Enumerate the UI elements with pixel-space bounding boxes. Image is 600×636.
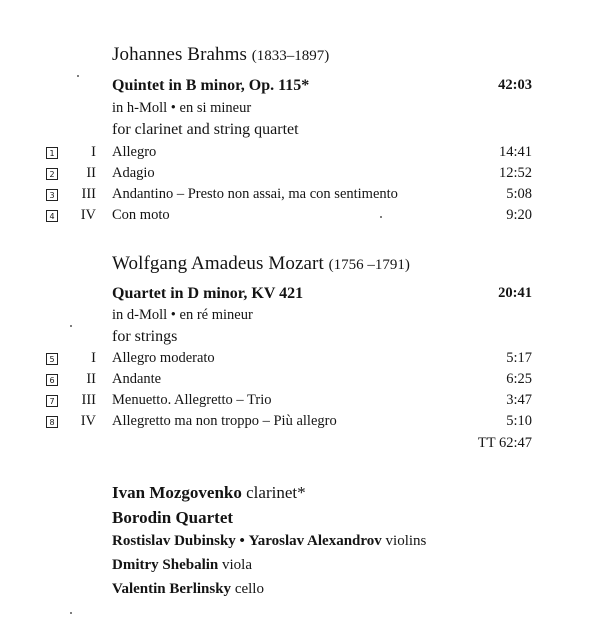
track-number-box: 4: [46, 210, 58, 222]
work-title-brahms: Quintet in B minor, Op. 115*: [112, 77, 310, 94]
composer-name: Wolfgang Amadeus Mozart: [112, 253, 324, 274]
movement-title: Allegro moderato: [112, 350, 215, 366]
movement-title: Andante: [112, 371, 162, 387]
movement-duration: 14:41: [498, 144, 532, 160]
movement-title: Allegro: [112, 144, 157, 160]
track-row: [0, 144, 600, 164]
performer-role: viola: [222, 557, 253, 573]
movement-title: Con moto: [112, 207, 170, 223]
movement-title: Allegretto ma non troppo – Più allegro: [112, 413, 337, 429]
performer-role: clarinet*: [246, 483, 306, 502]
performer-name: Rostislav Dubinsky: [112, 533, 236, 549]
performer-role: cello: [234, 581, 264, 597]
movement-title: Menuetto. Allegretto – Trio: [112, 392, 272, 408]
movement-numeral: II: [86, 165, 96, 181]
separator-bullet: •: [239, 533, 245, 549]
track-number-box: 5: [46, 353, 58, 365]
composer-dates: (1756 –1791): [328, 257, 410, 273]
track-number-box: 6: [46, 374, 58, 386]
scan-speck: [77, 75, 79, 77]
movement-numeral: I: [91, 144, 96, 160]
work-subtitle-brahms: in h-Moll • en si mineur: [112, 100, 252, 116]
movement-duration: 5:17: [506, 350, 532, 366]
track-row: [0, 207, 600, 227]
work-total-brahms: 42:03: [498, 77, 532, 93]
movement-title: Adagio: [112, 165, 155, 181]
movement-duration: 3:47: [506, 392, 532, 408]
performer-role: violins: [385, 533, 427, 549]
track-row: [0, 350, 600, 370]
work-total-mozart: 20:41: [498, 285, 532, 301]
performer-violins: [112, 533, 426, 550]
movement-duration: 6:25: [506, 371, 532, 387]
movement-numeral: I: [91, 350, 96, 366]
work-instrumentation-mozart: for strings: [112, 328, 178, 345]
total-time: TT 62:47: [477, 435, 532, 451]
track-row: [0, 165, 600, 185]
movement-duration: 12:52: [498, 165, 532, 181]
track-number-box: 7: [46, 395, 58, 407]
movement-numeral: IV: [80, 207, 96, 223]
composer-heading-mozart: [112, 253, 410, 275]
composer-heading-brahms: [112, 44, 329, 66]
composer-name: Johannes Brahms: [112, 44, 248, 65]
movement-duration: 5:08: [506, 186, 532, 202]
work-instrumentation-brahms: for clarinet and string quartet: [112, 121, 299, 138]
performer-name: Yaroslav Alexandrov: [248, 533, 382, 549]
performer-name: Ivan Mozgovenko: [112, 483, 242, 502]
movement-title: Andantino – Presto non assai, ma con sentimento: [112, 186, 398, 202]
performer-soloist: [112, 483, 306, 503]
movement-numeral: III: [81, 392, 96, 408]
track-number-box: 3: [46, 189, 58, 201]
scan-speck: [70, 612, 72, 614]
performer-name: Valentin Berlinsky: [112, 581, 232, 597]
composer-dates: (1833–1897): [251, 48, 330, 64]
performer-cello: [112, 581, 264, 598]
track-number-box: 8: [46, 416, 58, 428]
track-row: [0, 186, 600, 206]
movement-duration: 5:10: [506, 413, 532, 429]
track-row: [0, 371, 600, 391]
movement-duration: 9:20: [506, 207, 532, 223]
performer-name: Dmitry Shebalin: [112, 557, 219, 573]
scan-speck: [70, 325, 72, 327]
movement-numeral: II: [86, 371, 96, 387]
performer-viola: [112, 557, 252, 574]
track-row: [0, 392, 600, 412]
work-subtitle-mozart: in d-Moll • en ré mineur: [112, 307, 253, 323]
work-title-mozart: Quartet in D minor, KV 421: [112, 285, 304, 302]
movement-numeral: IV: [80, 413, 96, 429]
movement-numeral: III: [81, 186, 96, 202]
ensemble-name: [112, 508, 233, 528]
ensemble-label: Borodin Quartet: [112, 508, 234, 527]
scan-speck: [380, 216, 382, 218]
track-number-box: 1: [46, 147, 58, 159]
track-number-box: 2: [46, 168, 58, 180]
track-row: [0, 413, 600, 433]
